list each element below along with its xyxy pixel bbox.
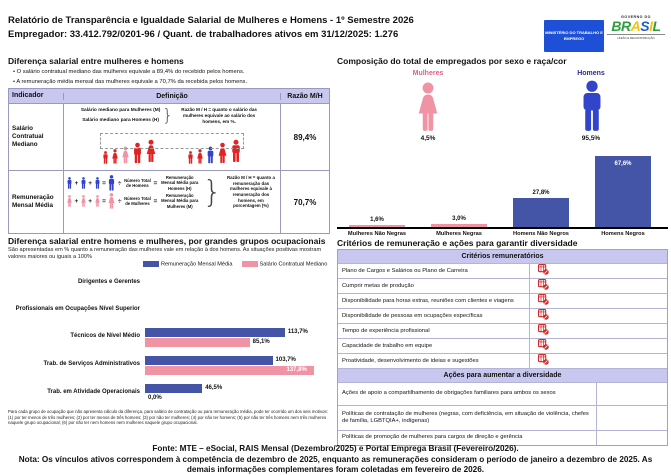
salary-gap-table: [8, 88, 330, 234]
bar-value-label: 113,7%: [287, 329, 308, 335]
employer-subtitle: Empregador: 33.412.792/0201-96 / Quant. de trabalhadores ativos em 31/12/2025: 1.276: [8, 29, 399, 40]
col-razao: Razão M/H: [287, 92, 323, 100]
status-cell-empty: [596, 383, 667, 405]
action-row: Políticas de promoção de mulheres para cargos de direção e gerência: [338, 430, 667, 445]
status-cell: [529, 339, 667, 353]
status-cell: [529, 354, 667, 368]
occupational-legend: [143, 261, 327, 267]
col-indicador: Indicador: [12, 91, 44, 99]
gap-table-header: [9, 89, 329, 103]
bar-rmm: [145, 384, 202, 393]
table-row-salario-mediano: [9, 103, 329, 170]
bullet-mean-remuneration: • A remuneração média mensal das mulheres equivale a 70,7% da recebida pelos homens.: [13, 78, 248, 85]
woman-icon: [107, 193, 116, 209]
gov-logo-brasil-text: BRASIL: [611, 18, 661, 34]
definition-cell: [63, 171, 281, 233]
man-icon: [107, 175, 116, 191]
gov-logo-tagline: UNIÃO E RECONSTRUÇÃO: [607, 34, 665, 40]
bar-value-label: 137,8%: [286, 367, 307, 373]
population-figures: [66, 128, 278, 164]
man-icon: [94, 177, 101, 189]
men-total-pct: 95,5%: [581, 135, 601, 142]
person-icon: [102, 151, 109, 164]
nao-icon: [538, 352, 549, 370]
def-median-women: Salário mediano para Mulheres (M): [80, 108, 161, 113]
criteria-row: Proatividade, desenvolvimento de ideias e sugestões: [338, 353, 667, 368]
bar-scm: [145, 338, 250, 347]
criteria-section2-header: Ações para aumentar a diversidade: [338, 368, 667, 382]
bar-value-label: 103,7%: [275, 357, 296, 363]
criteria-row: Cumprir metas de produção: [338, 278, 667, 293]
bar-value-label: 27,8%: [532, 189, 550, 196]
legend-scm: Salário Contratual Mediano: [242, 261, 328, 267]
man-icon: [80, 177, 87, 189]
ratio-explanation: Razão M / H = quanto o salário das mulheres equivale ao salário dos homens, em %.: [181, 107, 257, 124]
x-axis-line: [337, 227, 668, 229]
person-icon: [187, 151, 194, 164]
criteria-row: Capacidade de trabalho em equipe: [338, 338, 667, 353]
bar-category-label: Homens Não Negros: [513, 231, 569, 237]
action-row: Ações de apoio a compartilhamento de obrigações familiares para ambos os sexos: [338, 382, 667, 405]
gov-logo-top-text: GOVERNO DO: [621, 15, 651, 19]
salary-gap-bullets: [13, 68, 328, 87]
occupational-subtitle: São apresentadas em % quanto a remuneração das mulheres vale em relação à dos homens. As situações positivas mostram valores maiores ou iguais a 100%: [8, 247, 322, 260]
composition-title: Composição do total de empregados por sexo e raça/cor: [337, 56, 567, 66]
legend-rmm: Remuneração Mensal Média: [143, 261, 233, 267]
women-divisor-text: Número Total de Mulheres: [124, 195, 151, 206]
occ-row-profissionais: Profissionais em Ocupações Nível Superior: [15, 306, 140, 313]
occ-row-dirigentes: Dirigentes e Gerentes: [77, 279, 140, 286]
occ-row-tecnicos: Técnicos de Nível Médio 113,7% 85,1%: [70, 329, 308, 345]
bar: [513, 198, 569, 227]
women-result-text: Remuneração Mensal Média para Mulheres (M): [161, 193, 199, 209]
women-group-label: Mulheres: [412, 70, 444, 77]
table-row-remuneracao-media: [9, 170, 329, 233]
criteria-row: Disponibilidade de pessoas em ocupações específicas: [338, 308, 667, 323]
men-group-label: Homens: [577, 70, 605, 77]
woman-icon: [80, 195, 87, 207]
criteria-section1-header: Critérios remuneratórios: [338, 250, 667, 263]
woman-icon: [94, 195, 101, 207]
indicator-label: Remuneração Mensal Média: [12, 194, 54, 209]
bar-value-label: 1,6%: [370, 217, 384, 224]
action-row: Políticas de contratação de mulheres (negras, com deficiência, em situação de violência, chefes de família, LGBTQIA+, indígenas): [338, 405, 667, 430]
gov-brasil-logo: [607, 15, 665, 40]
formula-women: + + = ÷ Número Total de Mulheres = Remuneração Mensal Média para Mulheres (M): [66, 193, 201, 209]
footer-note: Nota: Os vínculos ativos correspondem à competência de dezembro de 2025, enquanto as remunerações consideram o período de janeiro a dezembro de 2025. As demais informações complementares foram coletadas em fevereiro de 2026.: [18, 455, 653, 474]
bar-value-label: 3,0%: [452, 215, 466, 222]
criteria-table: [337, 249, 668, 446]
bar-category-label: Homens Negros: [601, 231, 645, 237]
bar-value-label: 67,6%: [614, 161, 632, 168]
bar-value-label: 46,5%: [205, 385, 223, 391]
def-median-men: Salário mediano para Homens (H): [82, 118, 159, 124]
legend-swatch-pink: [242, 261, 258, 267]
status-cell: [529, 279, 667, 293]
col-definicao: Definição: [63, 93, 281, 100]
ratio-explanation: Razão M / H = quanto a remuneração das mulheres equivale à remuneração dos homens, em porcentagem (%): [226, 174, 275, 209]
woman-icon: [66, 195, 73, 207]
occupational-title: Diferença salarial entre homens e mulheres, por grandes grupos ocupacionais: [8, 236, 326, 246]
man-pictogram-icon: [574, 80, 610, 132]
bar-value-label: 85,1%: [252, 339, 270, 345]
bar-category-label: Mulheres Negras: [436, 231, 482, 237]
footer-source: Fonte: MTE – eSocial, RAIS Mensal (Dezembro/2025) e Portal Emprega Brasil (Fevereiro/2026).: [152, 444, 519, 453]
men-divisor-text: Número Total de Homens: [124, 177, 151, 188]
definition-cell: [63, 104, 281, 170]
occ-row-operacionais: Trab. em Atividade Operacionais 46,5% 0,0%: [47, 385, 223, 401]
status-cell: [529, 264, 667, 278]
criteria-title: Critérios de remuneração e ações para garantir diversidade: [337, 238, 578, 248]
occupational-footnote: Para cada grupo de ocupação que não apresenta cálculo da diferença, para salário de contratação ou para remuneração média, pode ter ocorrido um dos seis motivos:(1) por ter menos de três mulheres; (2) por ter menos de três homens; (3) por não ter mulheres; (4) por não ter homens; (5) por não ter três homens nem três mulheres naquele grupo ocupacional; (6) por não ter nem homens nem mulheres naquele grupo ocupacional.: [8, 409, 328, 426]
brace-glyph: }: [202, 174, 222, 210]
indicator-label: Salário Contratual Mediano: [12, 125, 44, 148]
salary-gap-title: Diferença salarial entre mulheres e homens: [8, 56, 184, 66]
status-cell: [529, 309, 667, 323]
criteria-row: Plano de Cargos e Salários ou Plano de Carreira: [338, 263, 667, 278]
man-icon: [66, 177, 73, 189]
criteria-row: Tempo de experiência profissional: [338, 323, 667, 338]
bar-rmm: [145, 356, 273, 365]
bar-value-label: 0,0%: [148, 395, 162, 401]
women-total-pct: 4,5%: [420, 135, 436, 142]
person-icon: [196, 149, 204, 164]
person-icon: [111, 149, 119, 164]
mte-logo-text: MINISTÉRIO DO TRABALHO E EMPREGO: [545, 30, 603, 41]
status-cell: [529, 294, 667, 308]
woman-pictogram-icon: [411, 82, 445, 132]
occ-row-servicos: Trab. de Serviços Administrativos 103,7% 137,8%: [8, 352, 330, 378]
legend-swatch-blue: [143, 261, 159, 267]
bar-category-label: Mulheres Não Negras: [347, 231, 407, 237]
median-dashed-box: [100, 133, 244, 149]
ratio-value-median: 89,4%: [293, 132, 317, 142]
bar-rmm: [145, 328, 285, 337]
mte-logo: [544, 20, 604, 52]
bullet-median-salary: • O salário contratual mediano das mulheres equivale a 89,4% do recebido pelos homens.: [13, 69, 245, 75]
men-result-text: Remuneração Mensal Média para Homens (H): [161, 175, 199, 191]
status-cell: [529, 324, 667, 338]
brace-glyph: }: [162, 106, 174, 127]
status-cell-empty: [596, 406, 667, 430]
criteria-row: Disponibilidade para horas extras, reuniões com clientes e viagens: [338, 293, 667, 308]
page-title: Relatório de Transparência e Igualdade Salarial de Mulheres e Homens - 1º Semestre 2026: [8, 15, 414, 26]
status-cell-empty: [596, 431, 667, 445]
ratio-value-mean: 70,7%: [293, 197, 317, 207]
formula-men: + + = ÷ Número Total de Homens = Remuneração Mensal Média para Homens (H): [66, 175, 201, 191]
